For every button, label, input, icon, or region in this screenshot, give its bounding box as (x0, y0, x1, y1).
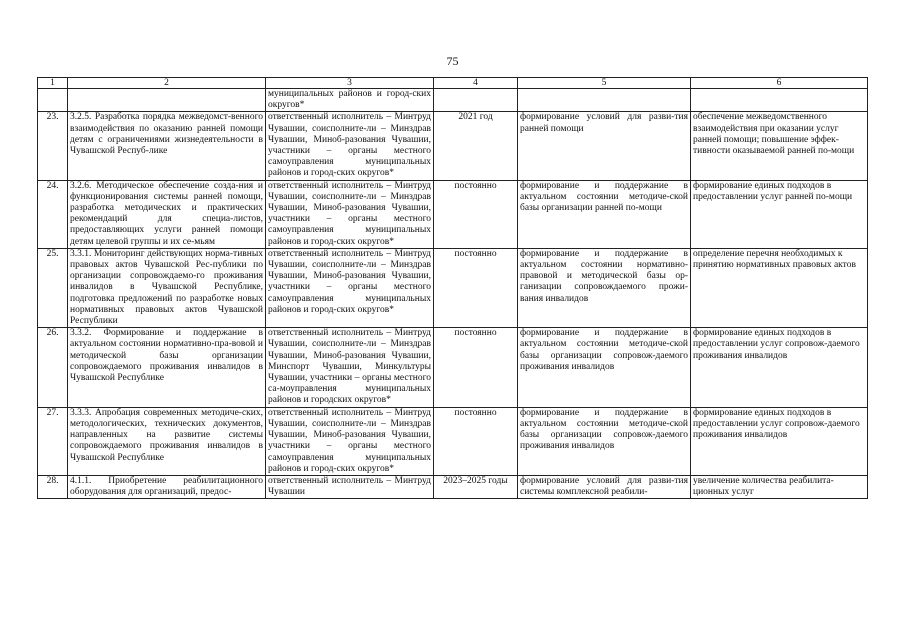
result-cell: формирование единых подходов в предоставлении услуг сопровож-даемого проживания инвалидов (691, 407, 868, 475)
executor-cell: ответственный исполнитель – Минтруд Чувашии (266, 475, 434, 498)
period-cell: постоянно (434, 407, 518, 475)
task-cell: 3.3.2. Формирование и поддержание в актуальном состоянии нормативно-пра-вовой и методической базы организации сопровождаемого проживания инвалидов в Чувашской Республике (68, 328, 266, 407)
table-row (38, 180, 868, 248)
period-cell: постоянно (434, 180, 518, 248)
row-number: 25. (38, 248, 68, 327)
column-number-3: 3 (266, 78, 434, 89)
column-number-5: 5 (518, 78, 691, 89)
column-number-2: 2 (68, 78, 266, 89)
table-row (38, 475, 868, 498)
executor-cell: ответственный исполнитель – Минтруд Чувашии, соисполните-ли – Минздрав Чувашии, Миноб-разования Чувашии, участники – органы местного самоуправления муниципальных районов и город-ских округов* (266, 112, 434, 180)
table-row (38, 248, 868, 327)
column-number-4: 4 (434, 78, 518, 89)
result-cell: обеспечение межведомственного взаимодействия при оказании услуг ранней помощи; повышение эффек-тивности оказываемой ранней по-мощи (691, 112, 868, 180)
result-cell (691, 89, 868, 112)
column-number-6: 6 (691, 78, 868, 89)
executor-cell: ответственный исполнитель – Минтруд Чувашии, соисполните-ли – Минздрав Чувашии, Миноб-разования Чувашии, участники – органы местного самоуправления муниципальных районов и город-ских округов* (266, 248, 434, 327)
period-cell: 2023–2025 годы (434, 475, 518, 498)
indicator-cell: формирование и поддержание в актуальном состоянии методиче-ской базы организации сопровож-даемого проживания инвалидов (518, 407, 691, 475)
row-number: 23. (38, 112, 68, 180)
period-cell: постоянно (434, 328, 518, 407)
task-cell: 3.2.6. Методическое обеспечение созда-ния и функционирования системы ранней помощи, разработка методических и практических рекомендаций для специа-листов, предоставляющих услуги ранней помощи детям целевой группы и их се-мьям (68, 180, 266, 248)
table-row (38, 112, 868, 180)
period-cell: постоянно (434, 248, 518, 327)
indicator-cell: формирование условий для разви-тия системы комплексной реабили- (518, 475, 691, 498)
row-number: 28. (38, 475, 68, 498)
result-cell: увеличение количества реабилита-ционных услуг (691, 475, 868, 498)
task-cell (68, 89, 266, 112)
period-cell (434, 89, 518, 112)
executor-cell: ответственный исполнитель – Минтруд Чувашии, соисполните-ли – Минздрав Чувашии, Миноб-разования Чувашии, участники – органы местного самоуправления муниципальных районов и город-ских округов* (266, 180, 434, 248)
row-number: 27. (38, 407, 68, 475)
table-row (38, 407, 868, 475)
continuation-row (38, 89, 868, 112)
page-number: 75 (446, 54, 459, 68)
result-cell: формирование единых подходов в предоставлении услуг сопровож-даемого проживания инвалидов (691, 328, 868, 407)
task-cell: 3.2.5. Разработка порядка межведомст-венного взаимодействия по оказанию ранней помощи детям с ограничениями жизнедеятельности в Чувашской Респуб-лике (68, 112, 266, 180)
row-number (38, 89, 68, 112)
indicator-cell: формирование условий для разви-тия ранней помощи (518, 112, 691, 180)
executor-cell: ответственный исполнитель – Минтруд Чувашии, соисполните-ли – Минздрав Чувашии, Миноб-разования Чувашии, Минспорт Чувашии, Минкультуры Чувашии, участники – органы местного са-моуправления муниципальных районов и городских округов* (266, 328, 434, 407)
indicator-cell: формирование и поддержание в актуальном состоянии методиче-ской базы организации ранней по-мощи (518, 180, 691, 248)
indicator-cell: формирование и поддержание в актуальном состоянии методиче-ской базы организации сопровож-даемого проживания инвалидов (518, 328, 691, 407)
result-cell: определение перечня необходимых к принятию нормативных правовых актов (691, 248, 868, 327)
executor-cell: ответственный исполнитель – Минтруд Чувашии, соисполните-ли – Минздрав Чувашии, Миноб-разования Чувашии, участники – органы местного самоуправления муниципальных районов и город-ских округов* (266, 407, 434, 475)
indicator-cell (518, 89, 691, 112)
task-cell: 3.3.3. Апробация современных методиче-ских, методологических, технических документов, направленных на развитие системы сопровождаемого проживания инвалидов в Чувашской Республике (68, 407, 266, 475)
task-cell: 3.3.1. Мониторинг действующих норма-тивных правовых актов Чувашской Рес-публики по организации сопровождаемо-го проживания инвалидов в Чувашской Республике, подготовка предложений по разработке новых нормативных правовых актов Чувашской Республики (68, 248, 266, 327)
measures-table (37, 77, 868, 499)
header-row (38, 78, 868, 89)
executor-cell: муниципальных районов и город-ских округов* (266, 89, 434, 112)
result-cell: формирование единых подходов в предоставлении услуг ранней по-мощи (691, 180, 868, 248)
period-cell: 2021 год (434, 112, 518, 180)
row-number: 24. (38, 180, 68, 248)
indicator-cell: формирование и поддержание в актуальном состоянии нормативно-правовой и методической базы ор-ганизации сопровождаемого прожи-вания инвалидов (518, 248, 691, 327)
column-number-1: 1 (38, 78, 68, 89)
task-cell: 4.1.1. Приобретение реабилитационного оборудования для организаций, предос- (68, 475, 266, 498)
table-row (38, 328, 868, 407)
row-number: 26. (38, 328, 68, 407)
